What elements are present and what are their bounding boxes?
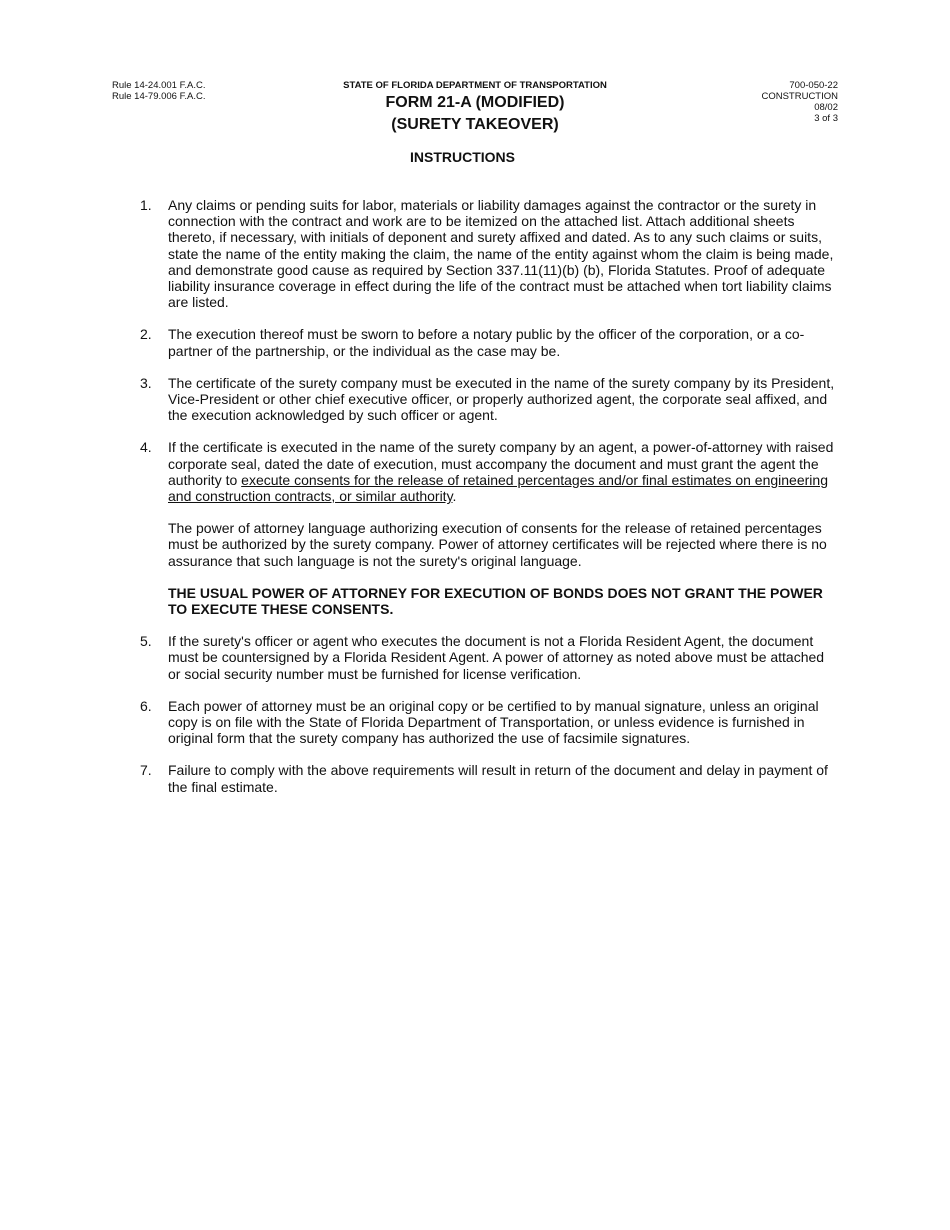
form-code-block <box>761 80 838 124</box>
item-text: The execution thereof must be sworn to before a notary public by the officer of the corporation, or a co-partner of the partnership, or the individual as the case may be. <box>168 326 805 359</box>
form-title: FORM 21-A (MODIFIED) <box>385 94 565 111</box>
rule-line-2: Rule 14-79.006 F.A.C. <box>112 91 206 102</box>
instruction-item-6 <box>140 698 840 747</box>
rule-line-1: Rule 14-24.001 F.A.C. <box>112 80 206 91</box>
instructions-list <box>140 197 840 811</box>
form-number: 700-050-22 <box>789 80 838 91</box>
item-text-end: . <box>452 488 457 505</box>
item-text: Each power of attorney must be an original copy or be certified to by manual signature, unless an original copy is on file with the State of Florida Department of Transportation, or unless evidence is furnished in original form that the surety company has authorized the use of facsimile signatures. <box>168 697 819 747</box>
item-text <box>168 439 840 504</box>
item-number: 4. <box>140 439 152 456</box>
item-number: 2. <box>140 326 152 343</box>
item-number: 1. <box>140 197 152 213</box>
instruction-item-4 <box>140 439 840 617</box>
item-text: The certificate of the surety company must be executed in the name of the surety company by its President, Vice-President or other chief executive officer, or properly authorized agent, the corporate seal affixed, and the execution acknowledged by such officer or agent. <box>168 374 835 424</box>
form-date: 08/02 <box>814 102 838 113</box>
item-number: 6. <box>140 697 152 714</box>
form-category: CONSTRUCTION <box>761 91 838 102</box>
instructions-heading: INSTRUCTIONS <box>410 149 515 165</box>
item-text: If the surety's officer or agent who executes the document is not a Florida Resident Agent, the document must be countersigned by a Florida Resident Agent. A power of attorney as noted above must be attached or social security number must be furnished for license verification. <box>168 633 825 682</box>
item-text: Failure to comply with the above requirements will result in return of the document and delay in payment of the final estimate. <box>168 762 828 795</box>
instruction-item-7 <box>140 762 840 794</box>
item-text-lead: If the certificate is executed in the name of the surety company by an agent, a power-of-attorney with raised corporate seal, dated the date of execution, must accompany the document and must grant the agent the authority to <box>168 439 834 488</box>
page-number: 3 of 3 <box>814 113 838 124</box>
instruction-item-5 <box>140 633 840 682</box>
underlined-authority-text: execute consents for the release of retained percentages and/or final estimates on engineering and construction contracts, or similar authority <box>168 471 828 505</box>
item-text: Any claims or pending suits for labor, materials or liability damages against the contractor or the surety in connection with the contract and work are to be itemized on the attached list. Attach additional sheets thereto, if necessary, with initials of deponent and surety affixed and dated. As to any such claims or suits, state the name of the entity making the claim, the name of the entity against whom the claim is being made, and demonstrate good cause as required by Section 337.11(11)(b) (b), Florida Statutes. Proof of adequate liability insurance coverage in effect during the life of the contract must be attached when tort liability claims are listed. <box>168 197 834 311</box>
item-number: 7. <box>140 762 152 779</box>
form-subtitle: (SURETY TAKEOVER) <box>391 116 559 133</box>
item-number: 5. <box>140 633 152 650</box>
power-of-attorney-paragraph: The power of attorney language authorizing execution of consents for the release of retained percentages must be authorized by the surety company. Power of attorney certificates will be rejected where there is no assurance that such language is not the surety's original language. <box>168 520 827 569</box>
instruction-item-1 <box>140 197 840 310</box>
agency-name: STATE OF FLORIDA DEPARTMENT OF TRANSPORTATION <box>343 80 607 91</box>
instruction-item-3 <box>140 375 840 424</box>
item-number: 3. <box>140 374 152 391</box>
instruction-item-2 <box>140 326 840 358</box>
power-of-attorney-warning: THE USUAL POWER OF ATTORNEY FOR EXECUTION OF BONDS DOES NOT GRANT THE POWER TO EXECUTE THESE CONSENTS. <box>168 584 823 618</box>
